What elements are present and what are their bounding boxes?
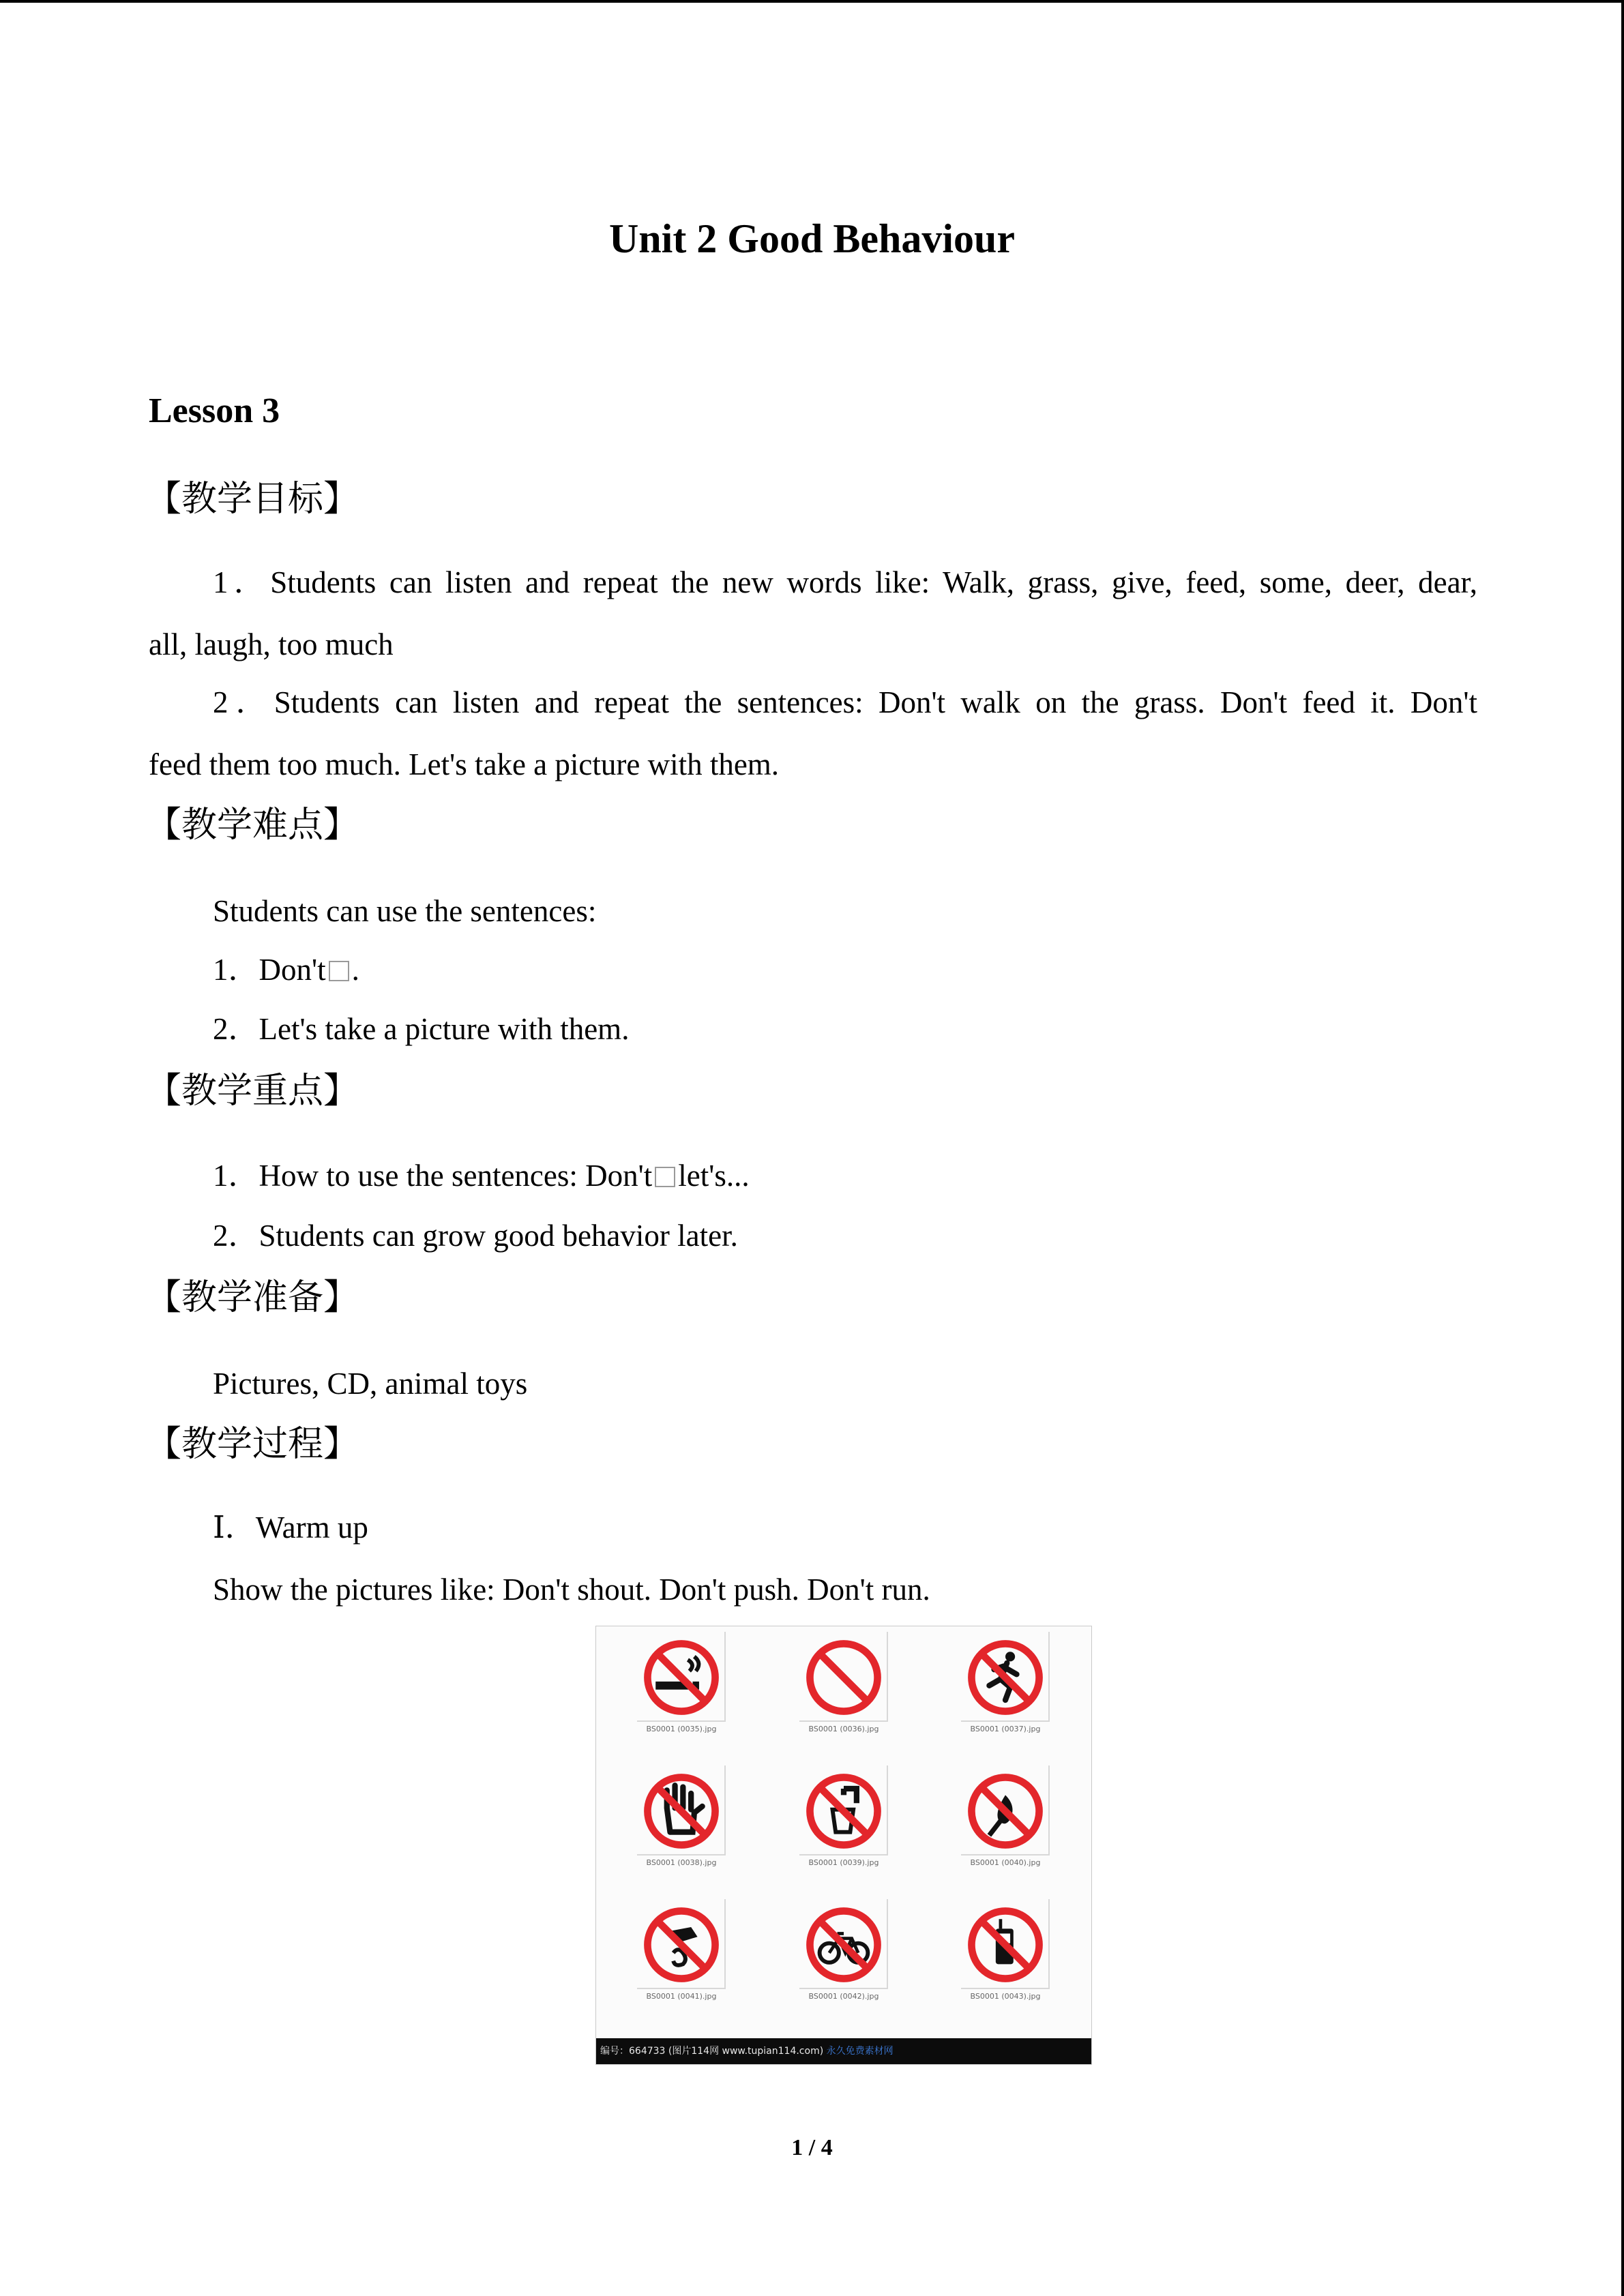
sign-cell [961, 1765, 1050, 1881]
objective-1-line2: all, laugh, too much [149, 627, 394, 661]
prohibition-signs-image [595, 1626, 1092, 2065]
sign-caption: BS0001 (0039).jpg [808, 1858, 879, 1867]
difficulties-heading: 【教学难点】 [146, 805, 359, 846]
page-number: 1 / 4 [791, 2135, 833, 2160]
no-bicycles-icon [803, 1905, 884, 1985]
difficulties-intro: Students can use the sentences: [213, 894, 597, 928]
preparation-text: Pictures, CD, animal toys [213, 1367, 528, 1401]
difficulty-1 [213, 949, 359, 990]
no-littering-icon [641, 1905, 722, 1985]
objective-1-line1 [149, 562, 1477, 603]
sign-caption: BS0001 (0037).jpg [970, 1725, 1041, 1733]
difficulty-1-number: 1． [213, 953, 259, 987]
key-point-2-number: 2． [213, 1219, 259, 1253]
key-point-1 [213, 1155, 750, 1196]
key-point-2-text: Students can grow good behavior later. [259, 1219, 738, 1253]
sign-caption: BS0001 (0038).jpg [646, 1858, 717, 1867]
page-top-border [0, 0, 1624, 3]
watermark-text: 编号：664733 (图片114网 www.tupian114.com) [600, 2046, 824, 2057]
objective-2-number: 2． [213, 685, 274, 719]
sign-caption: BS0001 (0043).jpg [970, 1992, 1041, 2001]
sign-caption: BS0001 (0040).jpg [970, 1858, 1041, 1867]
difficulty-1-text: Don't [259, 953, 326, 987]
key-point-1-end: let's... [678, 1159, 750, 1193]
sign-caption: BS0001 (0042).jpg [808, 1992, 879, 2001]
blank-box-icon [655, 1167, 675, 1187]
process-step-1 [213, 1507, 368, 1548]
no-mobile-phones-icon [965, 1905, 1046, 1985]
step-1-title: Warm up [255, 1510, 368, 1545]
objective-1-number: 1． [213, 565, 271, 599]
sign-caption: BS0001 (0041).jpg [646, 1992, 717, 2001]
sign-cell [637, 1765, 726, 1881]
sign-cell [637, 1899, 726, 2015]
sign-cell [961, 1899, 1050, 2015]
step-1-numeral: Ⅰ． [213, 1510, 256, 1545]
lesson-heading: Lesson 3 [149, 391, 280, 430]
page-title: Unit 2 Good Behaviour [608, 216, 1016, 261]
process-heading: 【教学过程】 [146, 1424, 359, 1465]
objective-2-line1 [149, 682, 1477, 723]
sign-caption: BS0001 (0035).jpg [646, 1725, 717, 1733]
prohibition-icon [803, 1637, 884, 1718]
key-point-1-number: 1． [213, 1159, 259, 1193]
no-smoking-icon [641, 1637, 722, 1718]
sign-cell [961, 1632, 1050, 1748]
sign-cell [799, 1632, 888, 1748]
difficulty-2-number: 2． [213, 1012, 259, 1046]
blank-box-icon [329, 961, 349, 981]
key-point-2 [213, 1215, 738, 1256]
difficulty-2-text: Let's take a picture with them. [259, 1012, 630, 1046]
objectives-heading: 【教学目标】 [146, 479, 359, 520]
objective-2-line2: feed them too much. Let's take a picture with them. [149, 747, 780, 781]
no-open-flame-icon [965, 1771, 1046, 1851]
page-right-border [1621, 0, 1624, 2296]
preparation-heading: 【教学准备】 [146, 1277, 359, 1318]
image-watermark-bar [596, 2038, 1092, 2064]
sign-cell [799, 1765, 888, 1881]
key-points-heading: 【教学重点】 [146, 1071, 359, 1112]
sign-cell [799, 1899, 888, 2015]
sign-cell [637, 1632, 726, 1748]
key-point-1-text: How to use the sentences: Don't [259, 1159, 653, 1193]
no-drinking-water-icon [803, 1771, 884, 1851]
watermark-blue-text: 永久免费素材网 [826, 2046, 894, 2057]
process-step-1-text: Show the pictures like: Don't shout. Don't push. Don't run. [213, 1572, 930, 1607]
difficulty-2 [213, 1009, 629, 1049]
objective-1-text: Students can listen and repeat the new words like: Walk, grass, give, feed, some, deer, dear, [270, 565, 1477, 599]
objective-2-text: Students can listen and repeat the sentences: Don't walk on the grass. Don't feed it. Don't [274, 685, 1477, 719]
no-touching-icon [641, 1771, 722, 1851]
difficulty-1-end: . [351, 953, 359, 987]
sign-caption: BS0001 (0036).jpg [808, 1725, 879, 1733]
no-running-icon [965, 1637, 1046, 1718]
